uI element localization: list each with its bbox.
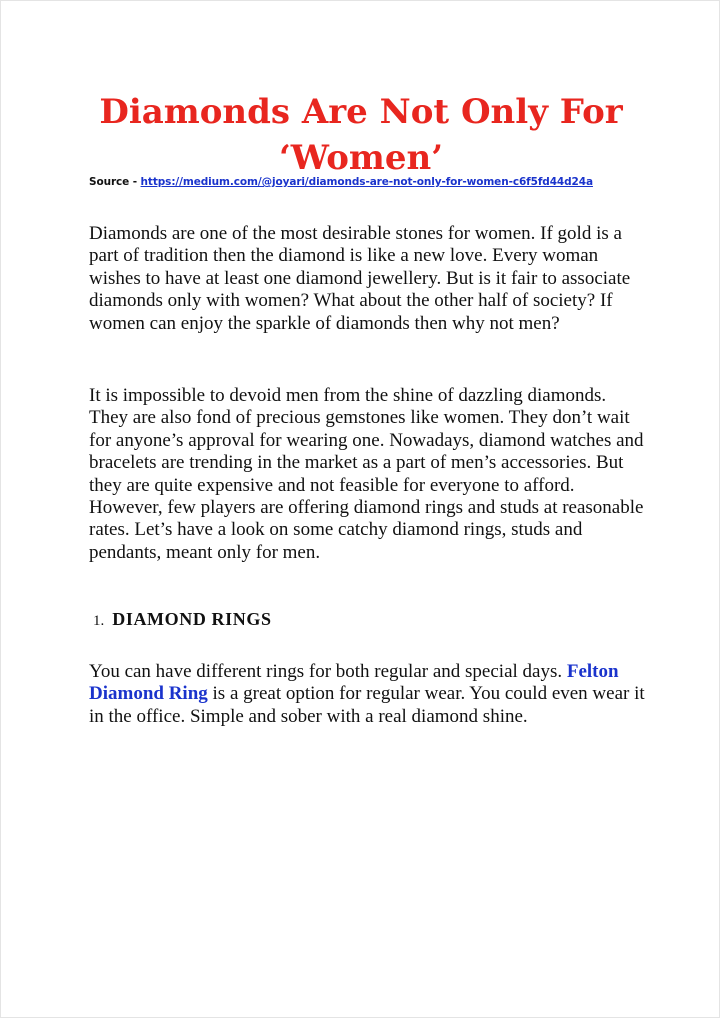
section-heading-text: DIAMOND RINGS: [112, 609, 272, 629]
rings-text-before: You can have different rings for both regular and special days.: [89, 661, 567, 682]
rings-text-after: is a great option for regular wear. You could even wear it in the office. Simple and sober with a real diamond shine.: [89, 683, 645, 727]
rings-paragraph: [89, 661, 649, 728]
source-label: Source -: [89, 176, 141, 188]
section-number: 1.: [93, 613, 105, 629]
felton-diamond-ring-link[interactable]: Felton Diamond Ring: [89, 661, 619, 705]
source-link[interactable]: https://medium.com/@joyari/diamonds-are-not-only-for-women-c6f5fd44d24a: [140, 176, 593, 188]
section-heading: [93, 609, 272, 630]
document-title: Diamonds Are Not Only For ‘Women’: [99, 92, 623, 178]
source-line: [89, 175, 593, 189]
intro-paragraph: Diamonds are one of the most desirable stones for women. If gold is a part of tradition then the diamond is like a new love. Every woman wishes to have at least one diamond jewellery. But is it fair to associate diamonds only with women? What about the other half of society? If women can enjoy the sparkle of diamonds then why not men?: [89, 223, 631, 334]
men-diamonds-paragraph: It is impossible to devoid men from the shine of dazzling diamonds. They are also fond of precious gemstones like women. They don’t wait for anyone’s approval for wearing one. Nowadays, diamond watches and bracelets are trending in the market as a part of men’s accessories. But they are quite expensive and not feasible for everyone to afford. However, few players are offering diamond rings and studs at reasonable rates. Let’s have a look on some catchy diamond rings, studs and pendants, meant only for men.: [89, 385, 644, 563]
